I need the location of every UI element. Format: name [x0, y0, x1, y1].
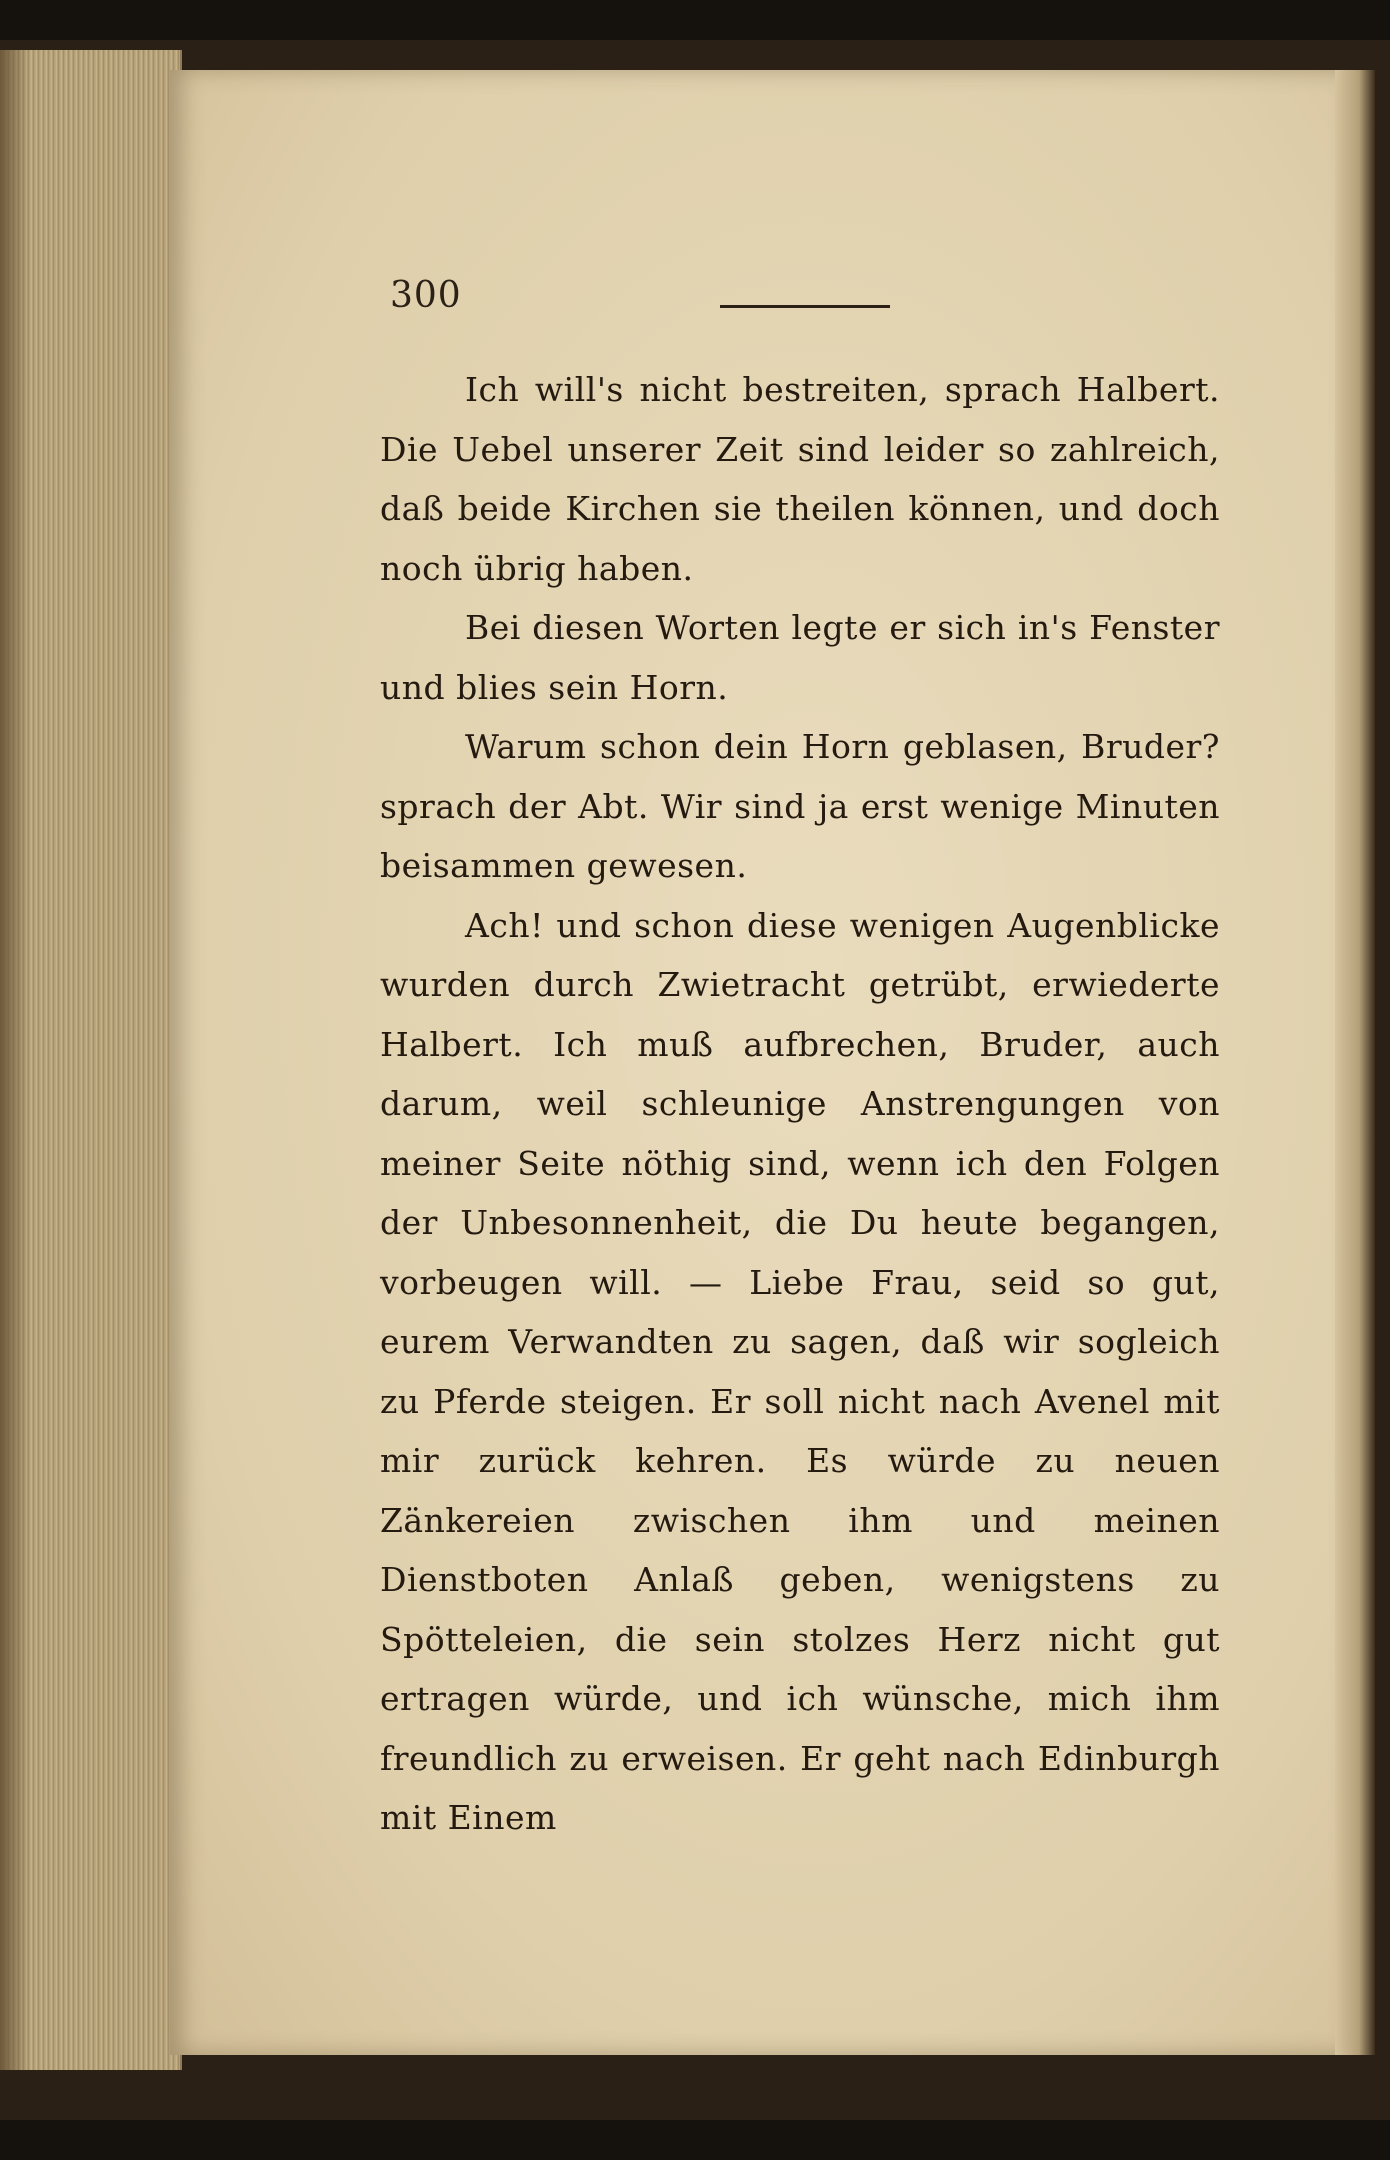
- paragraph: Warum schon dein Horn geblasen, Bruder? sprach der Abt. Wir sind ja erst wenige Minuten beisammen gewesen.: [380, 727, 1220, 885]
- paragraph: Bei diesen Worten legte er sich in's Fenster und blies sein Horn.: [380, 608, 1220, 707]
- body-text: [380, 360, 1220, 1848]
- paragraph: Ich will's nicht bestreiten, sprach Halbert. Die Uebel unserer Zeit sind leider so zahlreich, daß beide Kirchen sie theilen können, und doch noch übrig haben.: [380, 370, 1220, 588]
- facing-page-edge: [1335, 70, 1375, 2055]
- paragraph: Ach! und schon diese wenigen Augenblicke wurden durch Zwietracht getrübt, erwiederte Halbert. Ich muß aufbrechen, Bruder, auch darum, weil schleunige Anstrengungen von meiner Seite nöthig sind, wenn ich den Folgen der Unbesonnenheit, die Du heute begangen, vorbeugen will. — Liebe Frau, seid so gut, eurem Verwandten zu sagen, daß wir sogleich zu Pferde steigen. Er soll nicht nach Avenel mit mir zurück kehren. Es würde zu neuen Zänkereien zwischen ihm und meinen Dienstboten Anlaß geben, wenigstens zu Spötteleien, die sein stolzes Herz nicht gut ertragen würde, und ich wünsche, mich ihm freundlich zu erweisen. Er geht nach Edinburgh mit Einem: [380, 905, 1220, 1837]
- header-rule: [720, 305, 890, 308]
- spine-shadow: [0, 50, 30, 2070]
- page-number: 300: [390, 275, 462, 316]
- page-header: [390, 275, 910, 325]
